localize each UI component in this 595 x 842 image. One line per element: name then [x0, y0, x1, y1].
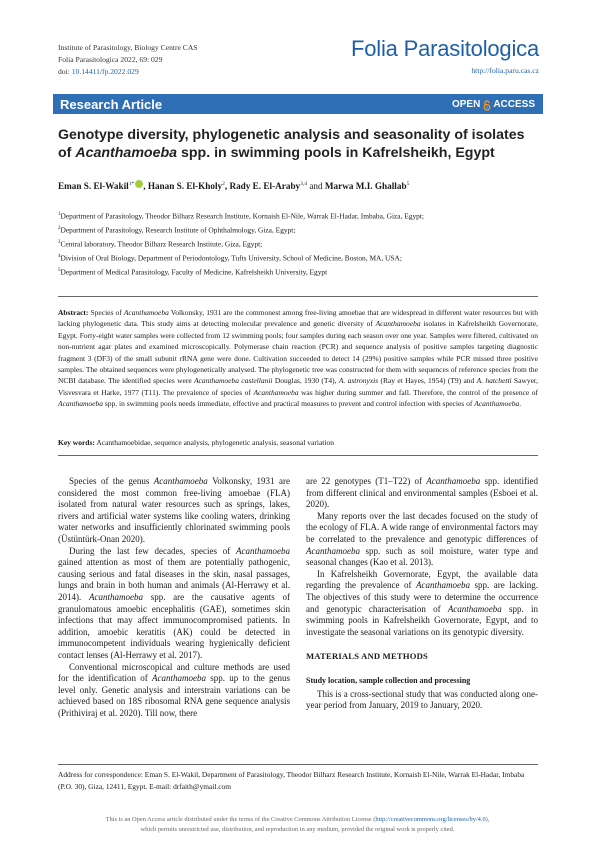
- author-1: Eman S. El-Wakil: [58, 181, 129, 192]
- affiliation-text: Department of Parasitology, Research Institute of Ophthalmology, Giza, Egypt;: [60, 225, 296, 235]
- author-3: Rady E. El-Araby: [229, 181, 301, 192]
- title-text: of: [58, 145, 76, 161]
- doi-link[interactable]: 10.14411/fp.2022.029: [71, 67, 139, 76]
- article-title: [58, 126, 538, 162]
- paragraph: [58, 546, 290, 662]
- affiliation-item: [58, 223, 538, 237]
- journal-url[interactable]: http://folia.paru.cas.cz: [471, 66, 539, 75]
- section-heading: MATERIALS AND METHODS: [306, 651, 428, 662]
- taxon: Acanthamoeba: [88, 591, 143, 602]
- citation: Folia Parasitologica 2022, 69: 029: [58, 55, 163, 64]
- abstract-text: Species of: [88, 308, 124, 317]
- author-3-affiliation: 3,4: [300, 181, 308, 187]
- text: Conventional microscopical and culture methods are used for the identification of: [58, 661, 290, 684]
- author-4-affiliation: 5: [406, 181, 410, 187]
- text: spp. identified from different clinical and environmental samples (Esboei et al. 2020).: [306, 476, 538, 510]
- article-type: Research Article: [60, 96, 163, 112]
- title-text: spp. in swimming pools in Kafrelsheikh, Egypt: [177, 145, 495, 161]
- abstract-taxon: Acanthamoeba: [123, 308, 169, 317]
- abstract-taxon: Acanthamoeba castellanii: [193, 376, 273, 386]
- divider: [58, 455, 538, 456]
- subsection-heading: Study location, sample collection and processing: [306, 675, 471, 685]
- text: spp. such as soil moisture, water type and seasonal changes (Kao et al. 2013).: [306, 545, 538, 568]
- affiliation-item: [58, 251, 538, 265]
- abstract-taxon: A. astronyxis: [338, 376, 379, 386]
- open-lock-icon: [483, 100, 490, 109]
- correspondence-address: Address for correspondence: Eman S. El-Wakil, Department of Parasitology, Theodor Bilharz Research Institute, Kornaish El-Nile, Warrak El-Hadar, Imbaba (P.O. 30), Giza, 12411, Egypt. E-mail: drfaith@ymail.com: [58, 770, 525, 791]
- abstract-text: Douglas, 1930 (T4),: [272, 376, 339, 386]
- doi-label: doi:: [58, 67, 70, 76]
- publication-info: [58, 42, 198, 78]
- affiliation-number: 3: [58, 239, 61, 245]
- affiliation-text: Central laboratory, Theodor Bilharz Research Institute, Giza, Egypt;: [60, 239, 263, 249]
- paragraph: [306, 569, 538, 639]
- text: In Kafrelsheikh Governorate, Egypt, the available data regarding the prevalence of: [306, 568, 538, 591]
- taxon: Acanthamoeba: [306, 545, 360, 556]
- abstract: [58, 307, 538, 410]
- taxon: Acanthamoeba: [447, 603, 502, 614]
- text: During the last few decades, species of: [69, 545, 236, 556]
- keywords: [58, 438, 538, 447]
- abstract-taxon: Acanthamoeba: [253, 387, 299, 397]
- license-text: This is an Open Access article distributed under the terms of the Creative Commons Attribution License (: [105, 816, 376, 823]
- taxon: Acanthamoeba: [415, 580, 470, 591]
- abstract-label: Abstract:: [58, 308, 89, 317]
- orcid-icon[interactable]: [135, 180, 143, 188]
- license-line-2: which permits unrestricted use, distribution, and reproduction in any medium, provided the original work is properly cited.: [140, 825, 455, 833]
- title-line-2: [58, 144, 538, 162]
- institute-name: Institute of Parasitology, Biology Centre CAS: [58, 43, 198, 52]
- abstract-taxon: A. hatchetti: [476, 376, 512, 386]
- author-conjunction: and: [309, 181, 323, 192]
- license-footer: [90, 815, 505, 834]
- divider: [58, 296, 538, 297]
- doi-line: [58, 66, 198, 78]
- author-list: Eman S. El-Wakil$^{1*}$ , Hanan S. El-Kholy$^2$, Rady E. El-Araby$^{3,4}$ and Marwa M.I. Ghallab$^5$: [58, 181, 410, 192]
- text: Many reports over the last decades focused on the study of the ecology of FLA. A wide range of environmental factors may be correlated to the prevalence and genotypic differences of: [306, 510, 538, 544]
- keywords-text: Acanthamoebidae, sequence analysis, phylogenetic analysis, seasonal variation: [94, 438, 334, 447]
- text: spp. up to the genus level only. Genetic analysis and interstrain variations can be achieved based on 18S ribosomal RNA gene sequence analysis (Prithiviraj et al. 2020). Till now, there: [58, 673, 290, 718]
- text: Species of the genus: [69, 476, 154, 486]
- abstract-taxon: Acanthamoeba: [58, 399, 103, 409]
- open-label: OPEN: [451, 98, 481, 110]
- abstract-text: Volkonsky, 1931 are the commonest among free-living amoebae that are widespread in different water resources but with lacking phylogenetic data. This study aims at detecting molecular prevalence and genetic diversity of: [58, 308, 538, 329]
- author-1-affiliation: 1*: [128, 181, 135, 187]
- text: Volkonsky, 1931 are considered the most common free-living amoebae (FLA) isolated from natural water resources such as springs, lakes, rivers and artificial water systems like cooling waters, drinking water networks and insufficiently chlorinated swimming pools (Üstüntürk-Onan 2020).: [58, 476, 290, 544]
- abstract-text: Sawyer, Visvesvara et Harke, 1977 (T11). The prevalence of species of: [58, 376, 539, 397]
- license-link[interactable]: http://creativecommons.org/licenses/by/4.0: [375, 816, 486, 823]
- taxon: Acanthamoeba: [153, 476, 208, 486]
- affiliation-number: 1: [58, 212, 61, 217]
- title-line-1: Genotype diversity, phylogenetic analysis and seasonality of isolates: [58, 127, 525, 143]
- paragraph: [306, 511, 538, 569]
- paragraph: [306, 476, 538, 511]
- keywords-label: Key words:: [58, 438, 95, 447]
- text: spp. in swimming pools in Kafrelsheikh Governorate, Egypt, and to investigate the seasonal variations on its genotypic diversity.: [306, 603, 538, 637]
- author-2-affiliation: 2: [222, 181, 225, 187]
- taxon: Acanthamoeba: [151, 673, 206, 684]
- taxon: Acanthamoeba: [236, 545, 290, 556]
- text: spp. are lacking. The objectives of this study were to determine the occurrence and genotypic characterisation of: [306, 580, 538, 614]
- affiliation-item: [58, 209, 538, 223]
- affiliation-text: Department of Medical Parasitology, Faculty of Medicine, Kafrelsheikh University, Egypt: [60, 266, 328, 276]
- access-label: ACCESS: [493, 98, 535, 110]
- abstract-text: (Ray et Hayes, 1954) (T9) and: [378, 376, 477, 386]
- affiliation-number: 5: [58, 267, 61, 273]
- author-4: Marwa M.I. Ghallab: [324, 181, 407, 192]
- text: spp. are the causative agents of granulomatous amoebic encephalitis (GAE), sometimes skin infections that may affect immunocompromised patients. In addition, amoebic keratitis (AK) could be detected in immunocompetent individuals wearing hygienically deficient contact lenses (Al-Herrawy et al. 2017).: [58, 591, 290, 660]
- divider: [58, 764, 538, 765]
- abstract-text: .: [519, 399, 522, 409]
- author-2: Hanan S. El-Kholy: [147, 181, 223, 192]
- paragraph: This is a cross-sectional study that was conducted along one-year period from January, 2019 to January, 2020.: [306, 688, 538, 711]
- text: gained attention as most of them are potentially pathogenic, causing serious and fatal diseases in the skin, nasal passages, lungs and brain in both human and animals (Al-Herrawy et al. 2014).: [58, 557, 290, 602]
- body-column-right: [306, 476, 538, 712]
- open-access-badge: [452, 99, 543, 110]
- affiliation-number: 4: [58, 253, 61, 259]
- abstract-taxon: Acanthamoeba: [474, 399, 520, 409]
- article-type-banner: [53, 94, 543, 114]
- abstract-taxon: Acanthamoeba: [375, 319, 421, 329]
- taxon: Acanthamoeba: [426, 476, 481, 486]
- license-text: ),: [485, 816, 490, 823]
- affiliation-item: [58, 237, 538, 251]
- affiliation-item: [58, 265, 538, 279]
- affiliation-text: Division of Oral Biology, Department of Periodontology, Tufts University, School of Medicine, Boston, MA, USA;: [60, 253, 402, 263]
- abstract-text: spp. in swimming pools needs immediate, effective and practical measures to prevent and control infection with species of: [103, 399, 475, 409]
- license-line-1: [90, 815, 505, 825]
- paragraph: [58, 476, 290, 546]
- affiliation-text: Department of Parasitology, Theodor Bilharz Research Institute, Kornaish El-Nile, Warrak El-Hadar, Imbaba, Giza, Egypt;: [60, 211, 424, 221]
- title-genus: Acanthamoeba: [75, 145, 178, 161]
- paragraph: [58, 662, 290, 720]
- abstract-text: was higher during summer and fall. Therefore, the control of the presence of: [298, 387, 538, 397]
- journal-name: Folia Parasitologica: [351, 36, 539, 61]
- text: are 22 genotypes (T1–T22) of: [306, 476, 427, 486]
- abstract-text: isolates in Kafrelsheikh Governorate, Egypt. Forty-eight water samples were collected from 12 swimming pools; four samples during each season over one year. Samples were filtered, cultivated on non-nutrient agar plates and examined microscopically. Polymerase chain reaction (PCR) and sequence analysis of positive samples targeting diagnostic fragment 3 (DF3) of the small subunit rRNA gene were done. Cultivation succeeded to detect 14 (29%) positive samples while PCR missed three positive samples. The obtained sequences were phylogenetically analysed. The phylogenetic tree was constructed for them with sequences of reference species from the NCBI database. The identified species were: [58, 319, 539, 386]
- affiliation-list: [58, 209, 538, 278]
- body-column-left: [58, 476, 290, 719]
- affiliation-number: 2: [58, 225, 61, 231]
